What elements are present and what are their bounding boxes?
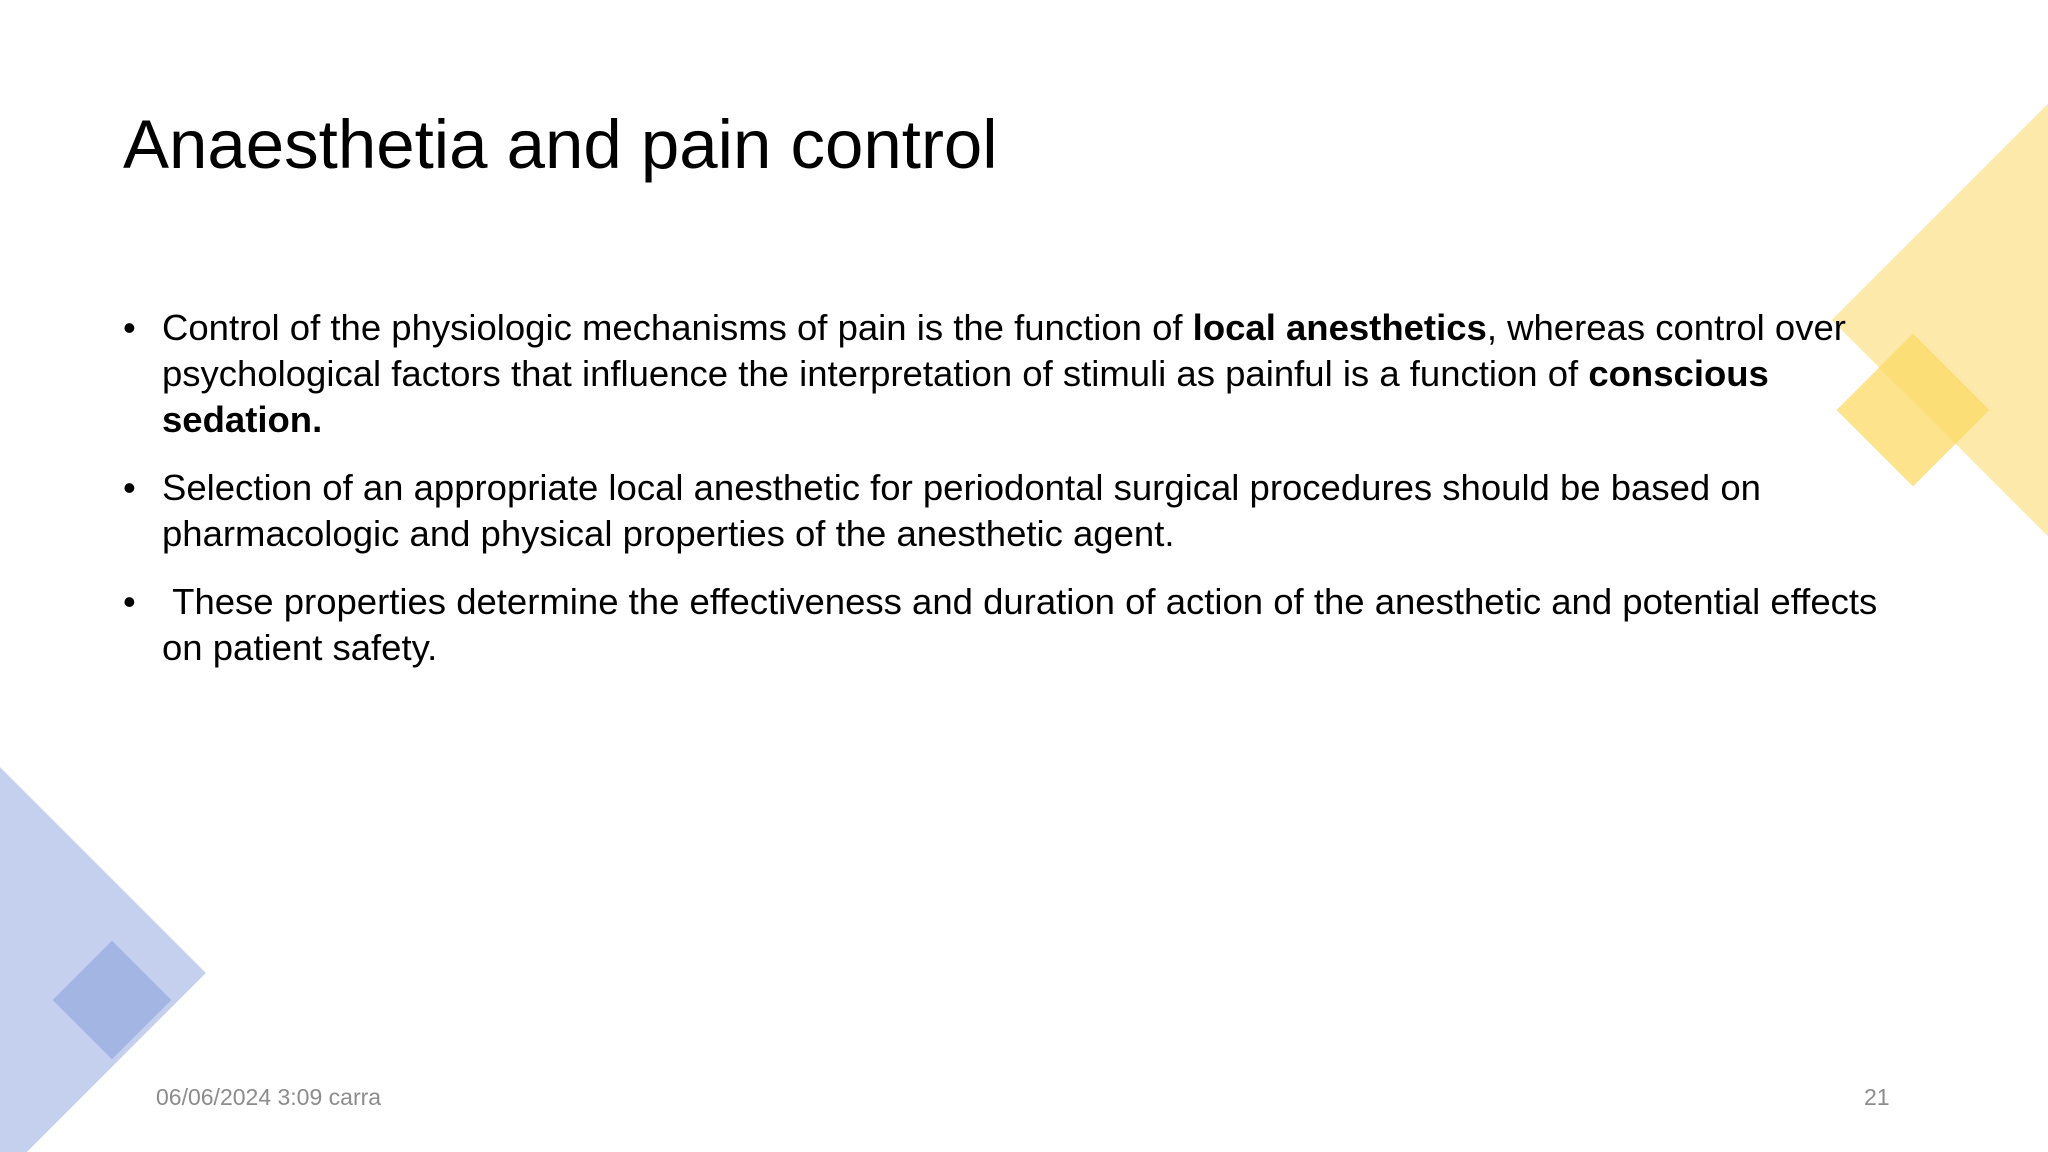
bullet-item-3 [123,579,1923,671]
bullet-item-2 [123,465,1923,557]
bullet-text-part: Control of the physiologic mechanisms of pain is the function of [162,307,1193,348]
footer-date-author: 06/06/2024 3:09 carra [156,1084,382,1110]
bullet-text: Selection of an appropriate local anesthetic for periodontal surgical procedures should be based on pharmacologic and physical properties of the anesthetic agent. [162,467,1761,554]
bullet-marker: • [123,581,136,622]
bullet-text: These properties determine the effectiveness and duration of action of the anesthetic and potential effects on patient safety. [162,581,1888,668]
bullet-bold-term: conscious sedation. [162,353,1769,440]
bullet-text-part: , whereas control over psychological factors that influence the interpretation of stimuli as painful is a function of [162,307,1846,394]
bullet-marker: • [123,307,136,348]
bullet-item-1 [123,305,1923,443]
bullet-marker: • [123,467,136,508]
bullet-list [123,305,1923,693]
footer-page-number: 21 [1864,1084,1890,1110]
slide-title: Anaesthetia and pain control [123,106,998,183]
bullet-bold-term: local anesthetics [1192,307,1487,348]
